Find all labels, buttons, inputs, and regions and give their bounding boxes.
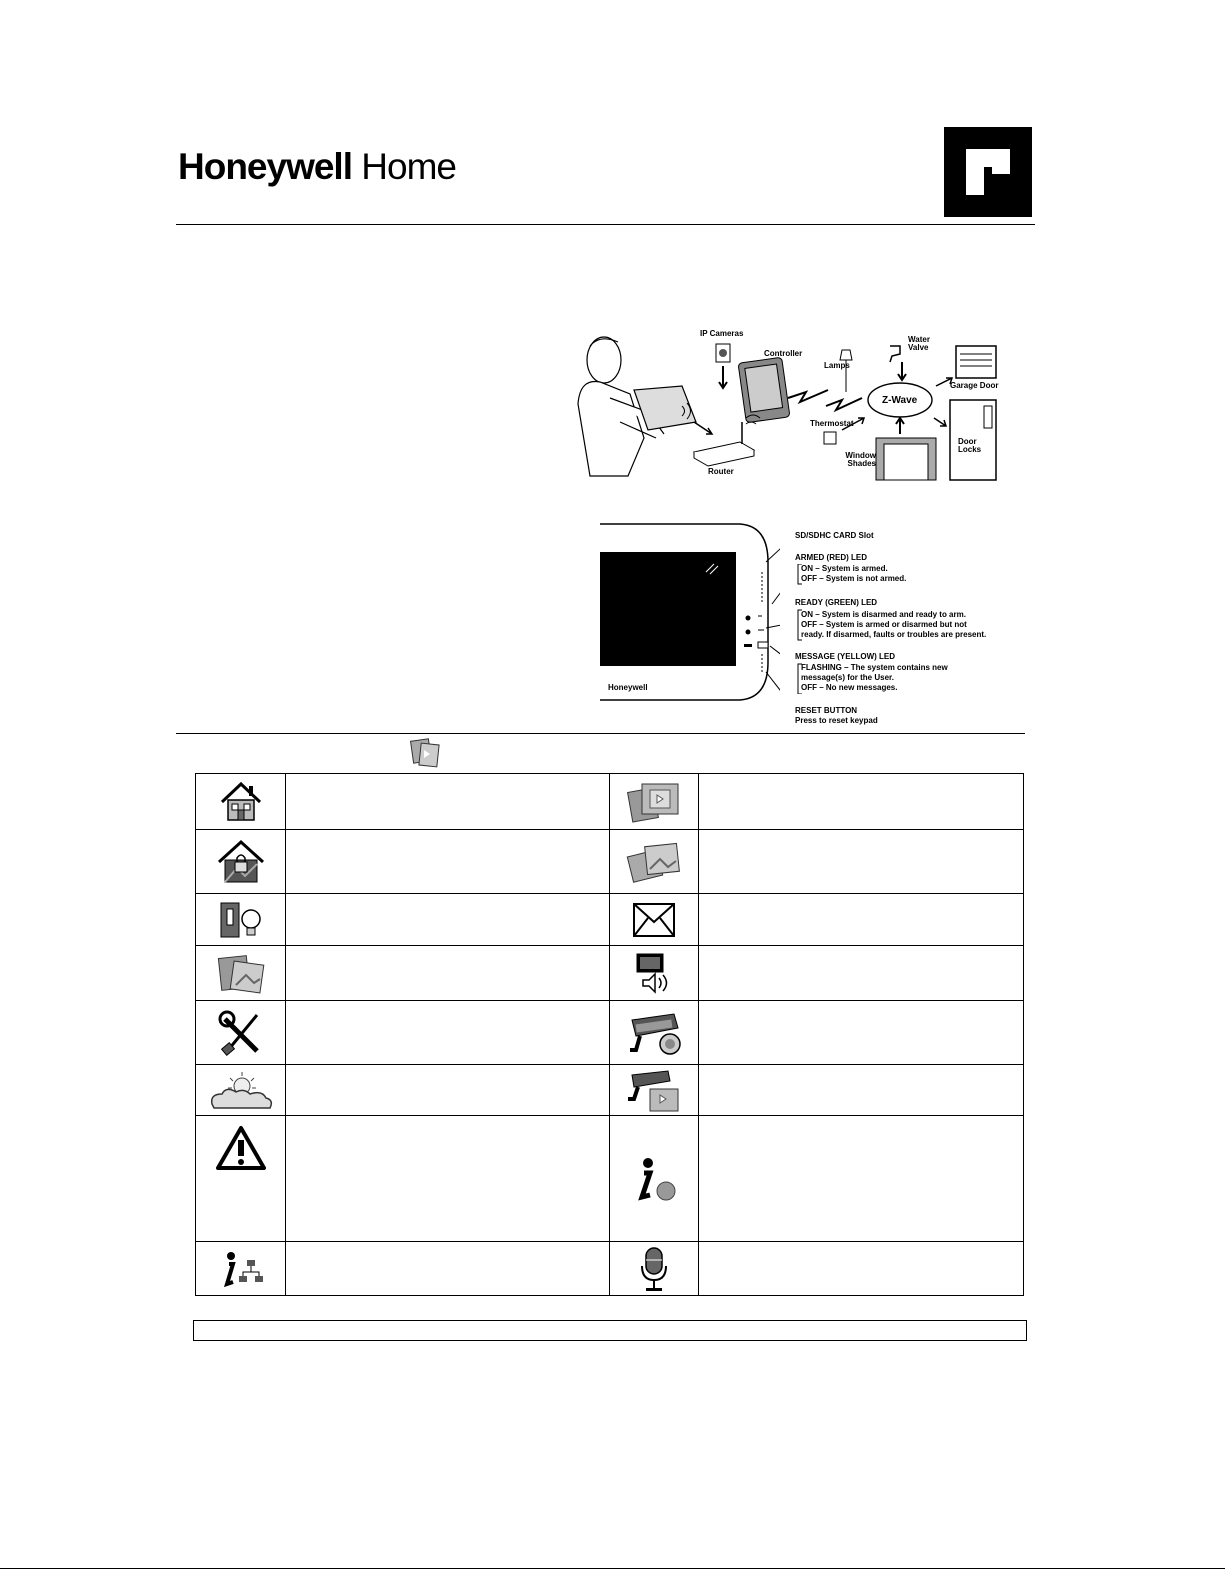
- header-rule: [176, 224, 1035, 225]
- photo-video-inline-icon: [410, 736, 442, 768]
- sd-slot-label: SD/SDHC CARD Slot: [795, 531, 874, 540]
- keypad-device-art: [600, 522, 780, 704]
- camera-icon: [610, 1001, 698, 1064]
- label-thermostat: Thermostat: [810, 419, 854, 428]
- brand-logo: [178, 146, 456, 188]
- info-icon: [610, 1116, 698, 1241]
- tools-icon: [196, 1001, 285, 1064]
- label-lamps: Lamps: [824, 361, 850, 370]
- lights-switch-icon: [196, 894, 285, 945]
- brand-bold: Honeywell: [178, 146, 352, 187]
- ready-off-text-2: ready. If disarmed, faults or troubles are present.: [801, 630, 987, 639]
- weather-icon: [196, 1065, 285, 1115]
- resideo-logo-mark: [944, 127, 1032, 217]
- camera-clips-icon: [610, 1065, 698, 1115]
- ready-led-title: READY (GREEN) LED: [795, 598, 878, 607]
- armed-led-title: ARMED (RED) LED: [795, 553, 867, 562]
- label-water-valve: Water Valve: [908, 335, 930, 352]
- armed-off-text: OFF – System is not armed.: [801, 574, 907, 583]
- keypad-diagram: [600, 522, 1000, 728]
- reset-button-title: RESET BUTTON: [795, 706, 858, 715]
- photo-video-icon: [196, 946, 285, 1000]
- keypad-brand: Honeywell: [608, 683, 648, 692]
- warning-icon: [196, 1116, 285, 1241]
- display-volume-icon: [610, 946, 698, 1000]
- armed-on-text: ON – System is armed.: [801, 564, 888, 573]
- network-info-icon: [196, 1242, 285, 1296]
- label-router: Router: [708, 467, 734, 476]
- security-icon: [196, 830, 285, 893]
- video-icon: [610, 774, 698, 829]
- label-zwave: Z-Wave: [882, 395, 918, 406]
- message-flash-text-1: FLASHING – The system contains new: [801, 663, 948, 672]
- ready-on-text: ON – System is disarmed and ready to arm.: [801, 610, 966, 619]
- home-icon: [196, 774, 285, 829]
- message-envelope-icon: [610, 894, 698, 945]
- label-controller: Controller: [764, 349, 803, 358]
- bottom-rule: [0, 1568, 1225, 1569]
- microphone-icon: [610, 1242, 698, 1296]
- section-rule: [176, 733, 1025, 734]
- footer-box: [193, 1320, 1027, 1341]
- label-ip-cameras: IP Cameras: [700, 329, 744, 338]
- ready-off-text-1: OFF – System is armed or disarmed but not: [801, 620, 967, 629]
- label-window-shades: Window Shades: [845, 451, 876, 468]
- icon-table: [195, 773, 1024, 1296]
- led-bracket-lines: [797, 564, 803, 694]
- reset-button-desc: Press to reset keypad: [795, 716, 878, 725]
- brand-light: Home: [361, 146, 456, 187]
- label-garage-door: Garage Door: [950, 381, 999, 390]
- message-flash-text-2: message(s) for the User.: [801, 673, 894, 682]
- message-off-text: OFF – No new messages.: [801, 683, 898, 692]
- pictures-icon: [610, 830, 698, 893]
- label-door-locks: Door Locks: [958, 437, 982, 454]
- zwave-system-diagram: [570, 326, 1030, 482]
- message-led-title: MESSAGE (YELLOW) LED: [795, 652, 895, 661]
